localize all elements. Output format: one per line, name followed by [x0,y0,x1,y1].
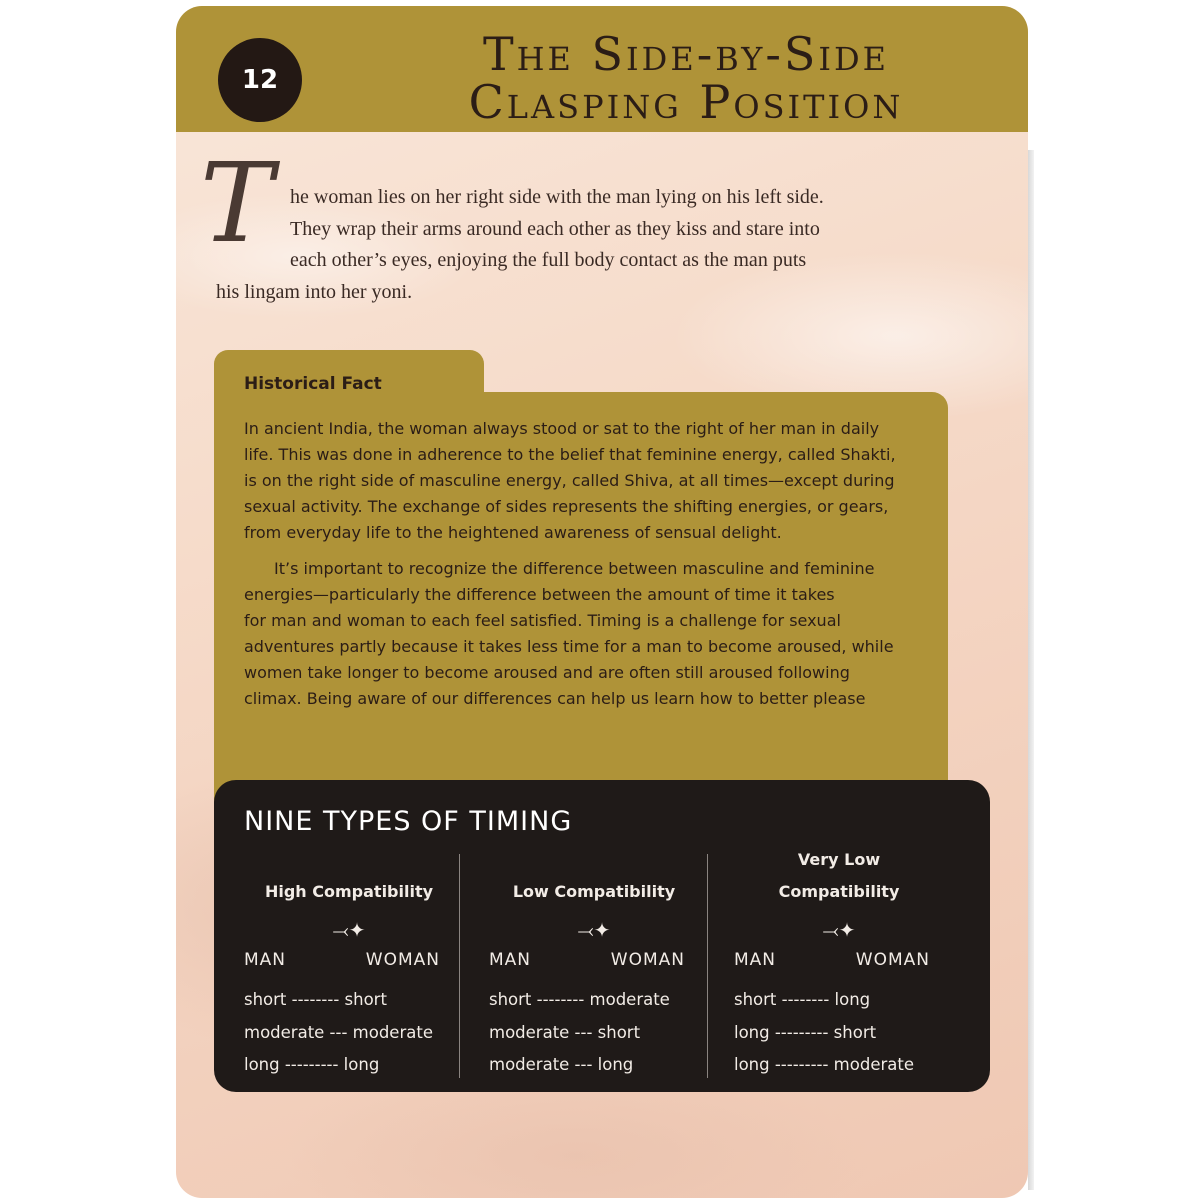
intro-line: he woman lies on her right side with the man lying on his left side. [290,186,824,208]
timing-row: long --------- long [244,1055,380,1074]
card-number-badge: 12 [218,38,302,122]
man-label: MAN [489,950,532,970]
fact-line: women take longer to become aroused and are often still aroused following [244,663,850,682]
man-label: MAN [734,950,777,970]
drop-cap-letter: T [200,139,274,267]
fact-line: climax. Being aware of our differences can help us learn how to better please [244,689,866,708]
fact-line: for man and woman to each feel satisfied. Timing is a challenge for sexual [244,611,841,630]
fact-line: is on the right side of masculine energy, called Shiva, at all times—except during [244,471,895,490]
column-heading-line1: Very Low [797,850,881,869]
timing-rows [734,984,914,1082]
woman-label: WOMAN [365,950,440,970]
intro-line: his lingam into her yoni. [216,280,413,303]
fact-line: from everyday life to the heightened awareness of sensual delight. [244,523,782,542]
column-heading [489,844,699,908]
historical-fact-body [244,416,944,712]
card-edge-shadow [1028,150,1034,1190]
timing-row: short -------- moderate [489,990,670,1009]
column-divider [707,854,708,1078]
historical-fact-heading: Historical Fact [244,374,382,394]
fact-line: In ancient India, the woman always stood or sat to the right of her man in daily [244,419,880,438]
position-card [176,6,1028,1198]
timing-row: moderate --- moderate [244,1022,433,1042]
column-heading [244,844,454,908]
woman-label: WOMAN [610,950,685,970]
timing-rows [489,984,670,1082]
timing-title: NINE TYPES OF TIMING [244,806,573,837]
ornament-icon: ⤙✦ [332,918,366,942]
intro-paragraph [216,182,926,308]
timing-row: short -------- short [244,990,387,1009]
card-title-line2: Clasping Position [468,75,904,129]
timing-row: moderate --- short [489,1022,641,1042]
fact-line: adventures partly because it takes less time for a man to become aroused, while [244,637,894,656]
timing-row: moderate --- long [489,1055,634,1074]
fact-line: energies—particularly the difference between the amount of time it takes [244,585,835,604]
ornament-icon: ⤙✦ [577,918,611,942]
column-heading [734,844,944,908]
intro-line: They wrap their arms around each other as they kiss and stare into [290,217,820,240]
column-heading-line2: Compatibility [778,882,900,901]
column-heading-line2: Low Compatibility [512,882,676,901]
card-title [386,27,986,129]
timing-row: short -------- long [734,990,871,1009]
man-label: MAN [244,950,287,970]
fact-line: It’s important to recognize the difference between masculine and feminine [274,559,875,578]
fact-line: sexual activity. The exchange of sides represents the shifting energies, or gears, [244,497,889,516]
fact-line: life. This was done in adherence to the belief that feminine energy, called Shakti, [244,445,896,464]
column-heading-line2: High Compatibility [264,882,434,901]
ornament-icon: ⤙✦ [822,918,856,942]
intro-line: each other’s eyes, enjoying the full body contact as the man puts [290,249,807,271]
woman-label: WOMAN [855,950,930,970]
card-title-line1: The Side-by-Side [482,27,890,81]
timing-rows [244,984,433,1082]
timing-row: long --------- short [734,1022,877,1042]
column-heading-line1 [244,844,454,876]
timing-row: long --------- moderate [734,1055,914,1074]
column-divider [459,854,460,1078]
column-heading-line1 [489,844,699,876]
